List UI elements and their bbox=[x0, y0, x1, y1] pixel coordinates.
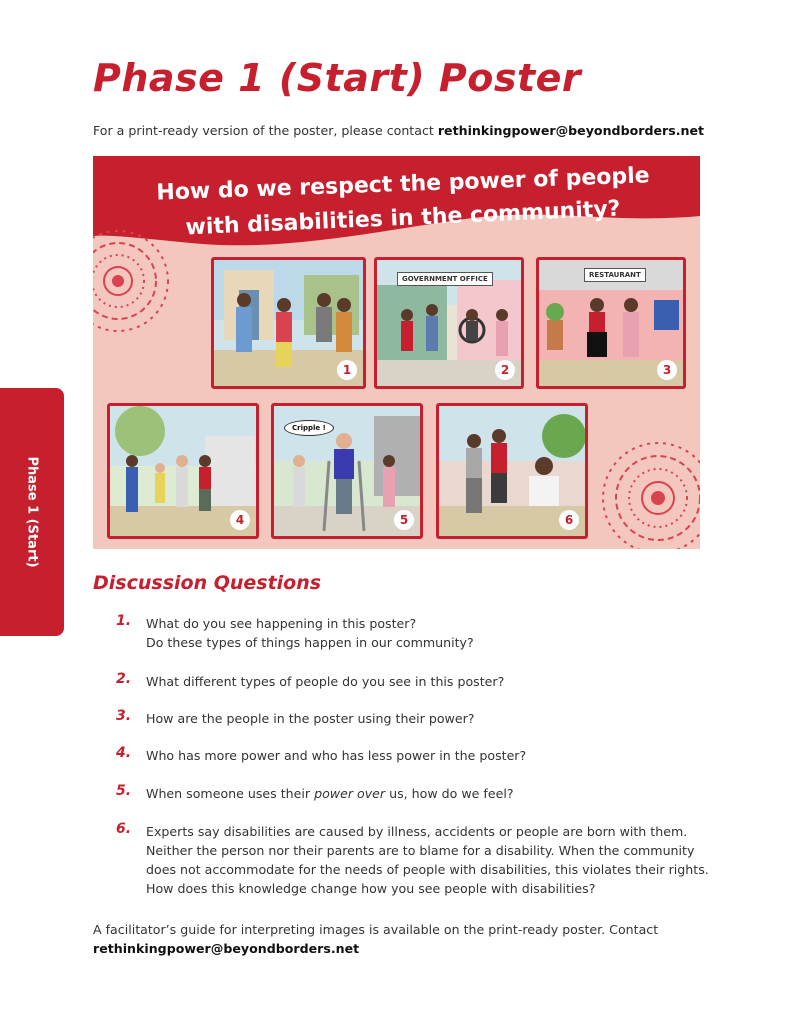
question-5-text-before: When someone uses their bbox=[146, 786, 315, 801]
question-text bbox=[146, 784, 716, 803]
poster-image bbox=[93, 156, 700, 549]
panel-5-number: 5 bbox=[394, 510, 414, 530]
poster-panel-2 bbox=[374, 257, 524, 389]
question-number: 1. bbox=[116, 613, 132, 629]
panel-6-number: 6 bbox=[559, 510, 579, 530]
subtitle-text: For a print-ready version of the poster, please contact bbox=[93, 123, 438, 138]
contact-email-link[interactable]: rethinkingpower@beyondborders.net bbox=[437, 123, 705, 138]
question-number: 3. bbox=[116, 708, 132, 724]
panel-1-number: 1 bbox=[337, 360, 357, 380]
footer-note bbox=[93, 920, 713, 958]
question-text: Who has more power and who has less power in the poster? bbox=[146, 748, 527, 763]
poster-panel-5 bbox=[271, 403, 423, 539]
panel-3-number: 3 bbox=[657, 360, 677, 380]
question-text: How are the people in the poster using their power? bbox=[146, 711, 475, 726]
footer-email-link[interactable]: rethinkingpower@beyondborders.net bbox=[93, 941, 360, 956]
question-number: 2. bbox=[116, 671, 132, 687]
poster-panel-6 bbox=[436, 403, 588, 539]
poster-panel-4 bbox=[107, 403, 259, 539]
panel-4-number: 4 bbox=[230, 510, 250, 530]
question-text: What different types of people do you see in this poster? bbox=[146, 674, 505, 689]
subtitle bbox=[93, 123, 704, 138]
question-number: 5. bbox=[116, 783, 132, 799]
footer-text: A facilitator’s guide for interpreting images is available on the print-ready poster. Contact bbox=[93, 922, 659, 937]
poster-question-line2: with disabilities in the community? bbox=[185, 196, 621, 241]
question-number: 6. bbox=[116, 821, 132, 837]
poster-question-line1: How do we respect the power of people bbox=[156, 163, 650, 206]
question-number: 4. bbox=[116, 745, 132, 761]
mandala-left-icon bbox=[93, 226, 173, 336]
poster-panel-1 bbox=[211, 257, 366, 389]
question-1-line1: What do you see happening in this poster? bbox=[146, 616, 417, 631]
panel-2-number: 2 bbox=[495, 360, 515, 380]
discussion-heading: Discussion Questions bbox=[93, 572, 322, 594]
speech-bubble: Cripple ! bbox=[284, 420, 334, 436]
mandala-right-icon bbox=[598, 438, 700, 549]
restaurant-sign: RESTAURANT bbox=[584, 268, 646, 282]
question-5-emphasis: power over bbox=[314, 786, 386, 801]
question-5-text-after: us, how do we feel? bbox=[385, 786, 514, 801]
side-tab bbox=[0, 388, 64, 636]
question-text: Experts say disabilities are caused by illness, accidents or people are born with them. Neither the person nor their parents are to blame for a disability. When the community does not accommodate for the needs of people with disabilities, this violates their rights. How does this knowledge change how you see people with disabilities? bbox=[146, 824, 709, 896]
question-1-line2: Do these types of things happen in our community? bbox=[146, 635, 474, 650]
page-title: Phase 1 (Start) Poster bbox=[93, 56, 582, 100]
question-text bbox=[146, 614, 716, 652]
poster-panel-3 bbox=[536, 257, 686, 389]
side-tab-label: Phase 1 (Start) bbox=[24, 456, 40, 568]
government-office-sign: GOVERNMENT OFFICE bbox=[397, 272, 493, 286]
